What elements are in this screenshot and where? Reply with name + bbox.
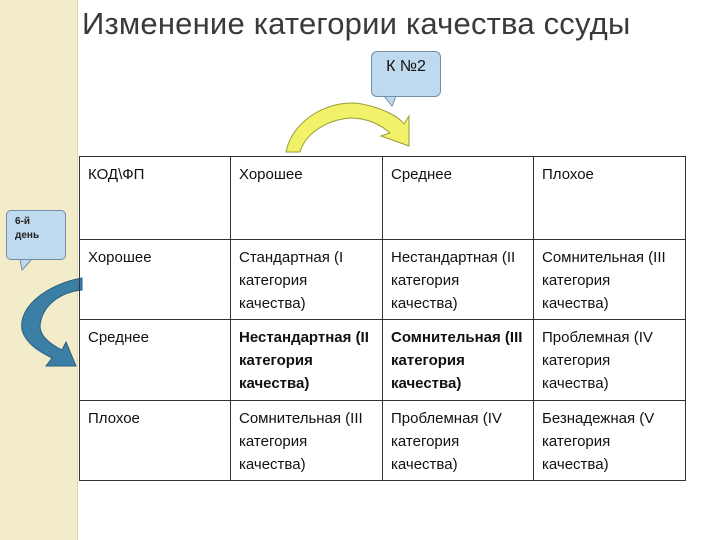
- day-callout-text: [15, 215, 39, 243]
- table-cell-bold: Нестандартная (II категория качества): [231, 320, 383, 401]
- quality-table: [79, 156, 686, 481]
- yellow-curved-arrow: [286, 103, 409, 152]
- blue-curved-arrow: [22, 278, 82, 366]
- day-callout-line1: 6-й: [15, 216, 31, 227]
- row-label: Среднее: [80, 320, 231, 401]
- table-header-row: [80, 157, 686, 240]
- table-cell: Безнадежная (V категория качества): [534, 401, 686, 481]
- table-cell: Сомнительная (III категория качества): [534, 240, 686, 320]
- table-cell: Проблемная (IV категория качества): [534, 320, 686, 401]
- header-cell: Хорошее: [231, 157, 383, 240]
- row-label: Хорошее: [80, 240, 231, 320]
- table-row: [80, 240, 686, 320]
- day-callout-pointer: [20, 259, 32, 270]
- table-corner-cell: КОД\ФП: [80, 157, 231, 240]
- table-cell-highlighted: Сомнительная (III категория качества): [383, 320, 534, 401]
- header-cell: Плохое: [534, 157, 686, 240]
- page-title: Изменение категории качества ссуды: [82, 6, 631, 41]
- header-cell: Среднее: [383, 157, 534, 240]
- table-cell: Стандартная (I категория качества): [231, 240, 383, 320]
- table-row: [80, 401, 686, 481]
- table-row: [80, 320, 686, 401]
- callout-pointer: [384, 96, 396, 106]
- day-callout: [6, 210, 66, 260]
- callout-k2: [371, 51, 441, 97]
- table-cell: Нестандартная (II категория качества): [383, 240, 534, 320]
- table-cell: Проблемная (IV категория качества): [383, 401, 534, 481]
- table-cell: Сомнительная (III категория качества): [231, 401, 383, 481]
- callout-text: К №2: [386, 58, 426, 75]
- row-label: Плохое: [80, 401, 231, 481]
- day-callout-line2: день: [15, 230, 40, 241]
